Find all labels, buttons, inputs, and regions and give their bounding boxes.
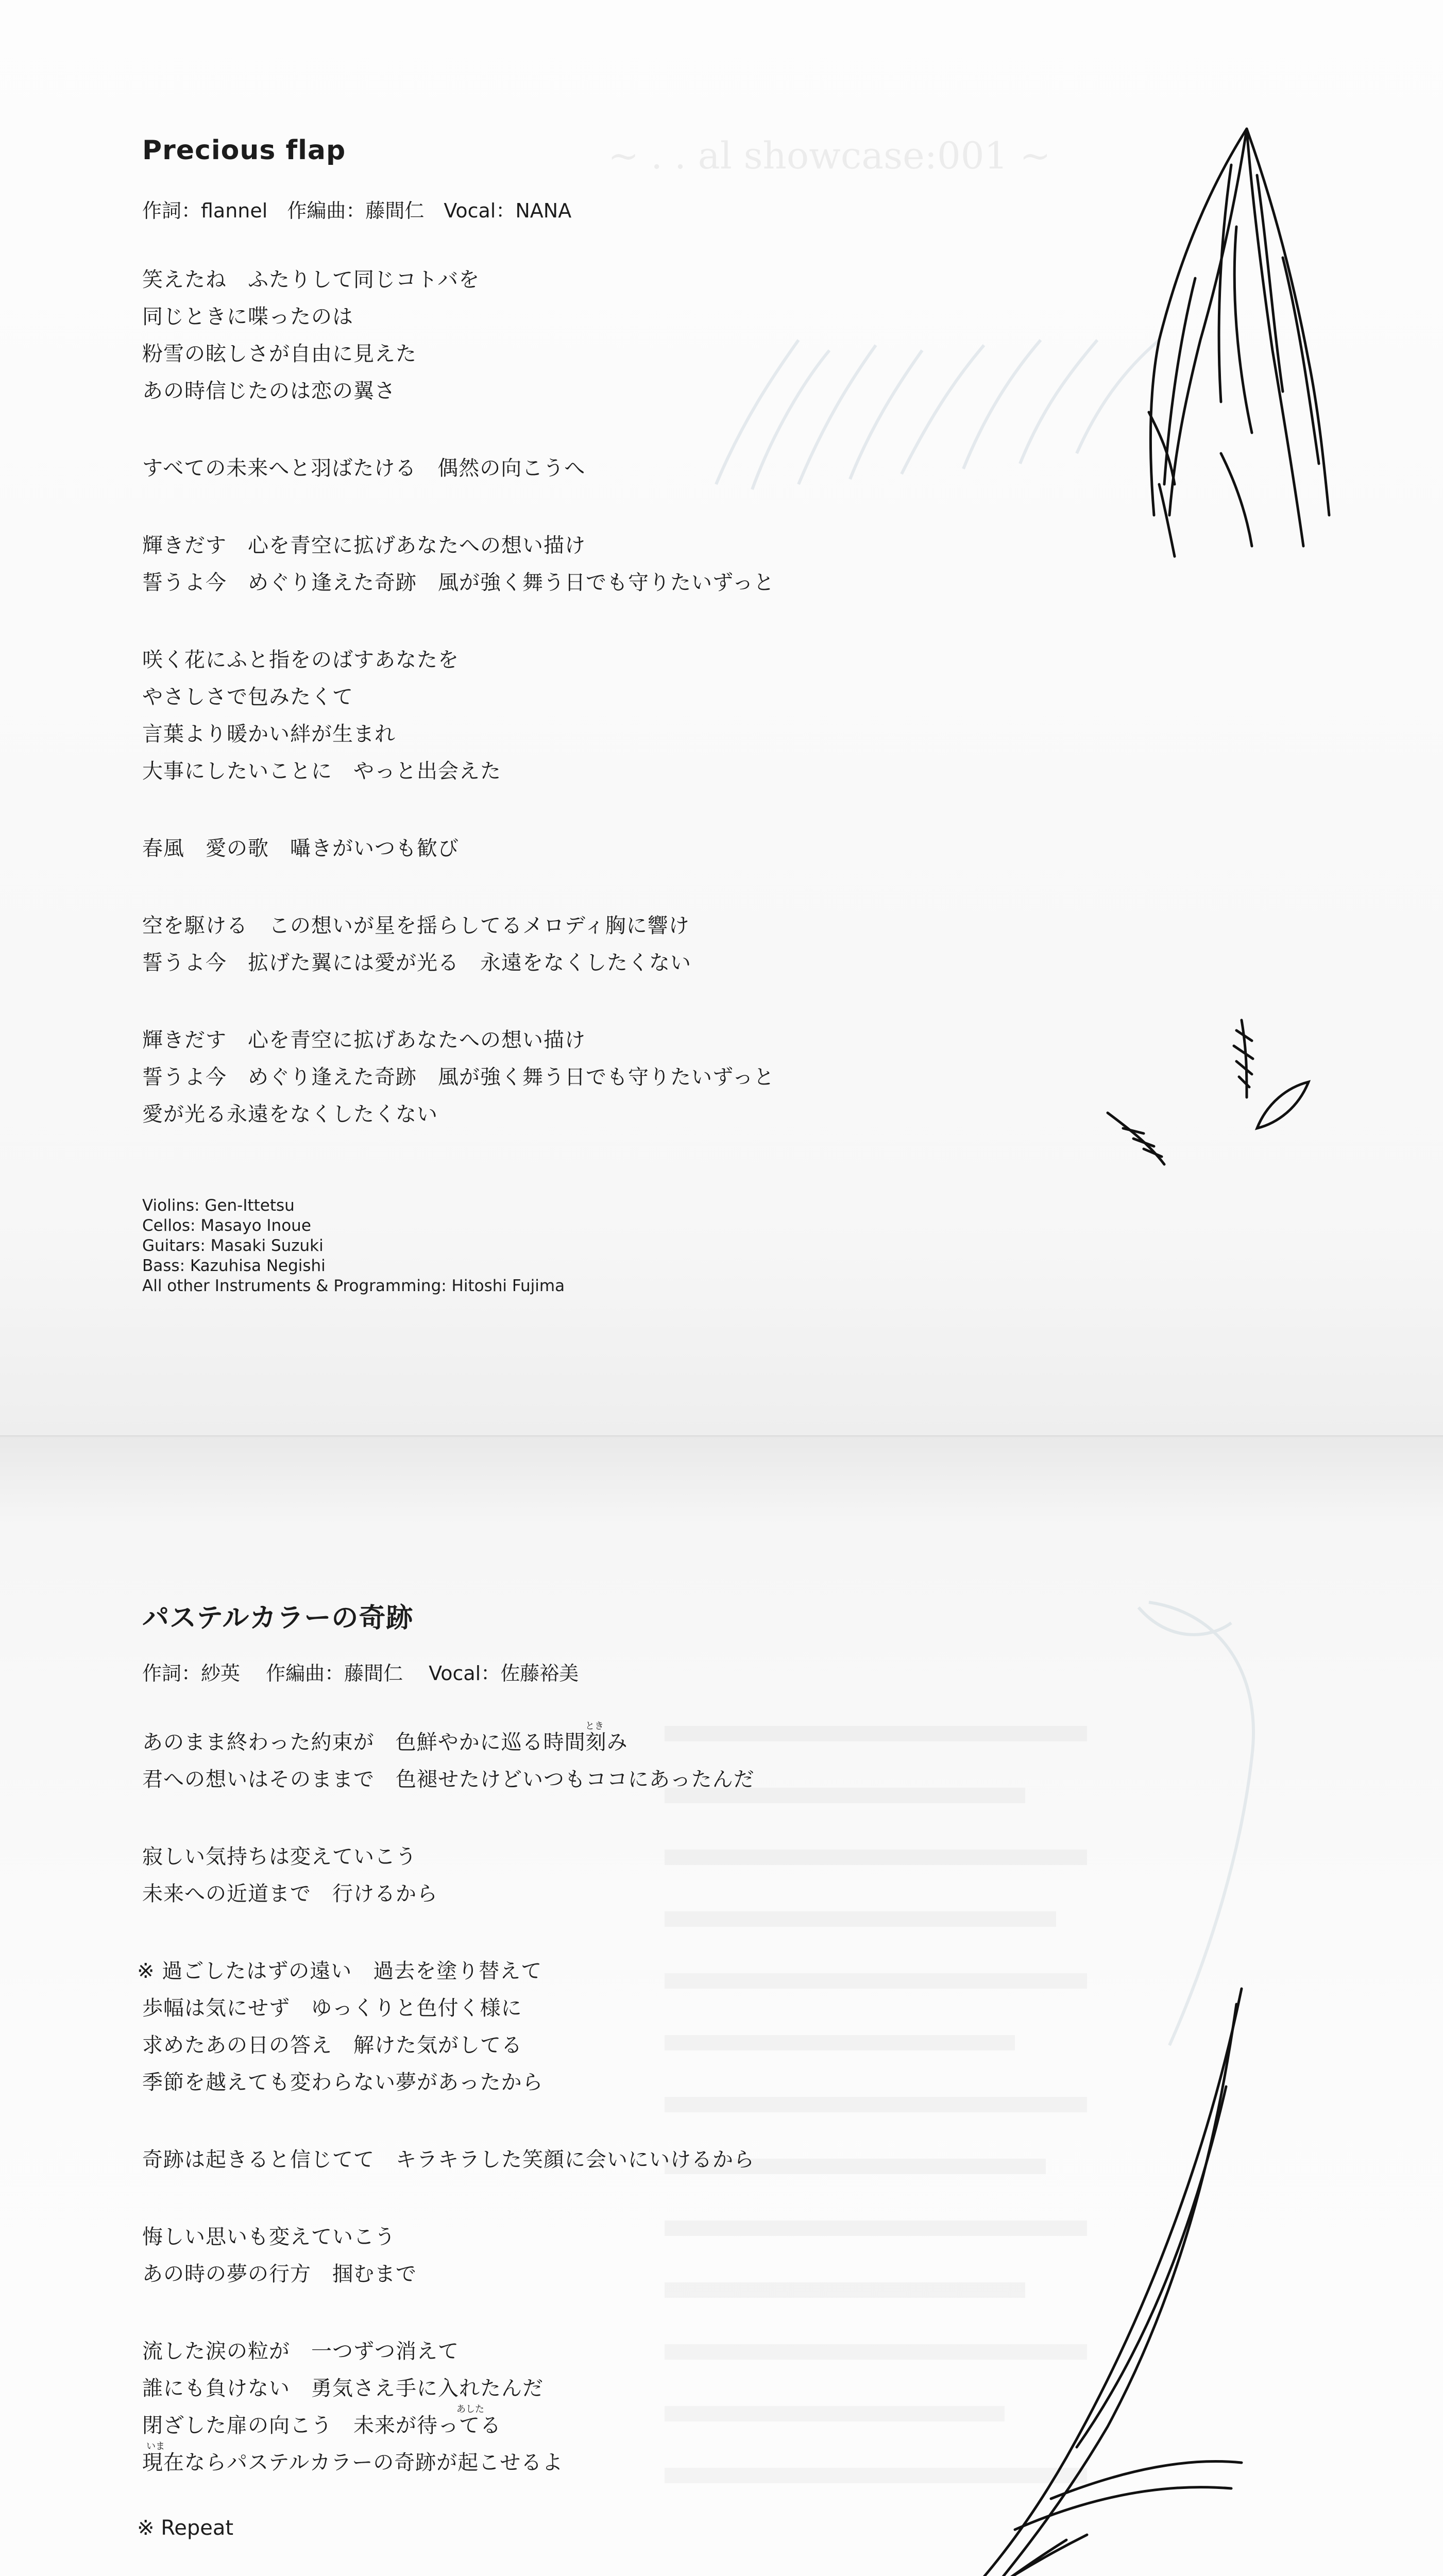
lyric-line: あの時の夢の行方 掴むまで — [142, 2262, 417, 2286]
lyrics-stanza — [137, 1953, 755, 2101]
lyric-line: 君への想いはそのままで 色褪せたけどいつもココにあったんだ — [142, 1768, 755, 1791]
lyrics-stanza — [142, 641, 775, 790]
lyrics-stanza — [142, 261, 775, 410]
song-credits: 作詞：flannel 作編曲：藤間仁 Vocal：NANA — [142, 199, 572, 222]
show-through-text: ~ . . al showcase:001 ~ — [608, 134, 1051, 177]
lyric-line: 空を駆ける この想いが星を揺らしてるメロディ胸に響け — [142, 914, 690, 938]
lyric-line: 大事にしたいことに やっと出会えた — [142, 759, 501, 783]
lyric-line: 春風 愛の歌 囁きがいつも歓び — [142, 837, 459, 860]
lyrics-stanza — [142, 830, 775, 867]
lyric-line: 愛が光る永遠をなくしたくない — [142, 1103, 438, 1126]
lyric-line: 言葉より暖かい絆が生まれ — [142, 722, 396, 746]
instrument-credit: All other Instruments & Programming: Hitoshi Fujima — [142, 1277, 565, 1295]
lyric-line: ※ 過ごしたはずの遠い 過去を塗り替えて — [137, 1959, 542, 1983]
lyrics — [142, 261, 775, 1133]
lyric-line: 誓うよ今 拡げた翼には愛が光る 永遠をなくしたくない — [142, 951, 691, 975]
song-title: Precious flap — [142, 135, 346, 166]
lyric-line: 奇跡は起きると信じてて キラキラした笑顔に会いにいけるから — [142, 2148, 755, 2172]
lyrics-stanza — [142, 1022, 775, 1133]
lyric-line: 輝きだす 心を青空に拡げあなたへの想い描け — [142, 534, 586, 557]
lyric-line: 悔しい思いも変えていこう — [142, 2225, 396, 2249]
lyric-line: 季節を越えても変わらない夢があったから — [142, 2071, 544, 2094]
lyric-line: 咲く花にふと指をのばすあなたを — [142, 648, 459, 672]
lyric-line: 誓うよ今 めぐり逢えた奇跡 風が強く舞う日でも守りたいずっと — [142, 571, 775, 595]
ruby-annotation: いま — [146, 2441, 165, 2452]
lyrics-stanza — [142, 2141, 755, 2178]
lyrics-stanza — [142, 907, 775, 981]
feather-sketch — [1118, 124, 1334, 639]
lyric-line: 流した涙の粒が 一つずつ消えて — [142, 2340, 459, 2363]
lyric-line: 歩幅は気にせず ゆっくりと色付く様に — [142, 1996, 522, 2020]
lyrics-stanza — [142, 2333, 755, 2481]
lyric-line: やさしさで包みたくて — [142, 685, 353, 709]
lyric-line: 笑えたね ふたりして同じコトバを — [142, 268, 480, 292]
small-feathers-sketch — [1092, 1010, 1319, 1195]
booklet-page-bottom — [0, 1437, 1443, 2576]
ruby-annotation: とき — [585, 1721, 604, 1732]
song-pastel-color-no-kiseki — [137, 1596, 755, 2576]
repeat-marker: ※ Repeat — [137, 2516, 234, 2540]
lyric-line: 誰にも負けない 勇気さえ手に入れたんだ — [142, 2377, 544, 2400]
instrument-credit: Cellos: Masayo Inoue — [142, 1216, 311, 1235]
lyrics-stanza — [142, 1838, 755, 1912]
feather-sketch — [819, 1984, 1252, 2576]
lyric-line: 粉雪の眩しさが自由に見えた — [142, 342, 417, 366]
song-precious-flap — [142, 135, 775, 1296]
lyric-line: 寂しい気持ちは変えていこう — [142, 1845, 417, 1869]
instrument-credit: Violins: Gen-Ittetsu — [142, 1196, 295, 1215]
instrument-credit: Guitars: Masaki Suzuki — [142, 1236, 324, 1255]
lyric-line: 誓うよ今 めぐり逢えた奇跡 風が強く舞う日でも守りたいずっと — [142, 1065, 775, 1089]
lyric-line: あの時信じたのは恋の翼さ — [142, 379, 396, 403]
lyric-line: 同じときに喋ったのは — [142, 305, 353, 329]
song-credits: 作詞：紗英 作編曲：藤間仁 Vocal：佐藤裕美 — [142, 1662, 579, 1685]
lyrics-stanza — [142, 2218, 755, 2293]
lyric-line: 求めたあの日の答え 解けた気がしてる — [142, 2033, 522, 2057]
ruby-annotation: あした — [456, 2404, 484, 2415]
lyrics-stanza — [142, 527, 775, 601]
instrument-credit: Bass: Kazuhisa Negishi — [142, 1257, 326, 1275]
instrument-credits — [142, 1196, 775, 1296]
lyric-line: すべての未来へと羽ばたける 偶然の向こうへ — [142, 456, 586, 480]
lyric-line: 未来への近道まで 行けるから — [142, 1882, 438, 1906]
lyrics-stanza — [142, 1721, 755, 1798]
lyrics — [137, 1721, 755, 2481]
lyric-line: 輝きだす 心を青空に拡げあなたへの想い描け — [142, 1028, 586, 1052]
lyric-line: 現在ならパステルカラーの奇跡が起こせるよ — [142, 2451, 564, 2475]
lyric-line: あのまま終わった約束が 色鮮やかに巡る時間刻み — [142, 1731, 628, 1754]
lyric-line: 閉ざした扉の向こう 未来が待ってる — [142, 2414, 501, 2437]
song-title: パステルカラーの奇跡 — [142, 1603, 414, 1634]
lyrics-stanza — [142, 450, 775, 487]
